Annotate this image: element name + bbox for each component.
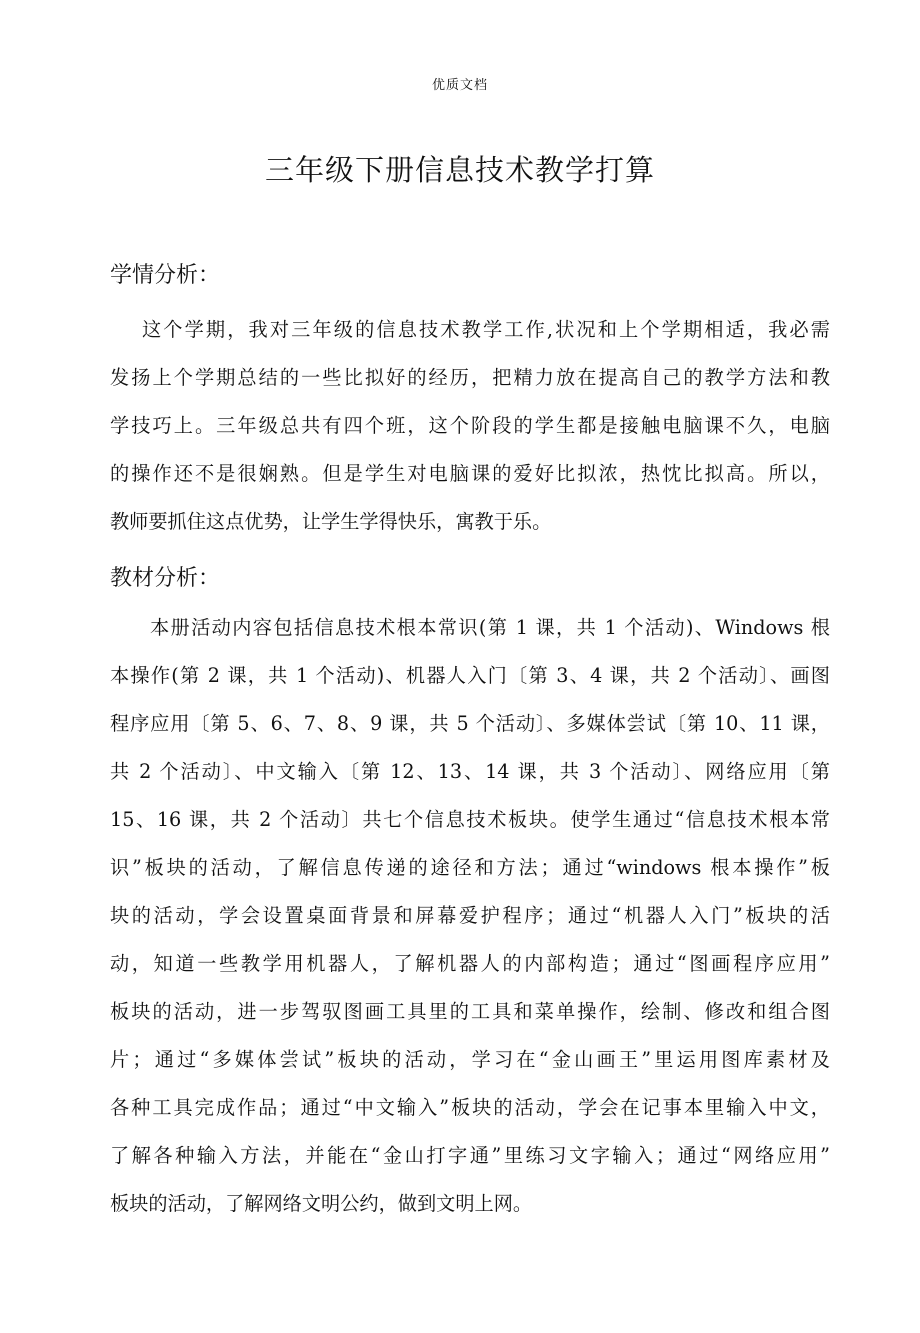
paragraph-line: 本操作(第 2 课，共 1 个活动)、机器人入门〔第 3、4 课，共 2 个活动〕、画图 [110,664,830,687]
page-header: 优质文档 [431,78,488,93]
paragraph-line: 本册活动内容包括信息技术根本常识(第 1 课，共 1 个活动)、Windows 根 [150,616,830,639]
paragraph-line: 教师要抓住这点优势，让学生学得快乐，寓教于乐。 [110,510,552,533]
paragraph-line: 这个学期，我对三年级的信息技术教学工作,状况和上个学期相适，我必需 [142,318,830,341]
paragraph-line: 程序应用〔第 5、6、7、8、9 课，共 5 个活动〕、多媒体尝试〔第 10、11 课， [110,712,830,735]
paragraph-line: 片；通过“多媒体尝试”板块的活动，学习在“金山画王”里运用图库素材及 [110,1048,830,1071]
document-title: 三年级下册信息技术教学打算 [264,153,655,187]
paragraph-line: 的操作还不是很娴熟。但是学生对电脑课的爱好比拟浓，热忱比拟高。所以， [110,462,830,485]
section-heading-student-analysis: 学情分析： [110,263,221,288]
paragraph-line: 学技巧上。三年级总共有四个班，这个阶段的学生都是接触电脑课不久，电脑 [110,414,830,437]
paragraph-line: 15、16 课，共 2 个活动〕共七个信息技术板块。使学生通过“信息技术根本常 [110,808,830,831]
paragraph-line: 块的活动，学会设置桌面背景和屏幕爱护程序；通过“机器人入门”板块的活 [110,904,830,927]
paragraph-line: 板块的活动，了解网络文明公约，做到文明上网。 [110,1192,533,1215]
section-heading-textbook-analysis: 教材分析： [110,566,221,591]
paragraph-line: 动，知道一些教学用机器人，了解机器人的内部构造；通过“图画程序应用” [110,952,830,975]
paragraph-line: 识”板块的活动，了解信息传递的途径和方法；通过“windows 根本操作”板 [110,856,830,879]
paragraph-line: 板块的活动，进一步驾驭图画工具里的工具和菜单操作，绘制、修改和组合图 [110,1000,830,1023]
paragraph-line: 发扬上个学期总结的一些比拟好的经历，把精力放在提高自己的教学方法和教 [110,366,830,389]
paragraph-line: 各种工具完成作品；通过“中文输入”板块的活动，学会在记事本里输入中文， [110,1096,830,1119]
paragraph-line: 了解各种输入方法，并能在“金山打字通”里练习文字输入；通过“网络应用” [110,1144,830,1167]
paragraph-line: 共 2 个活动〕、中文输入〔第 12、13、14 课，共 3 个活动〕、网络应用〔第 [110,760,830,783]
